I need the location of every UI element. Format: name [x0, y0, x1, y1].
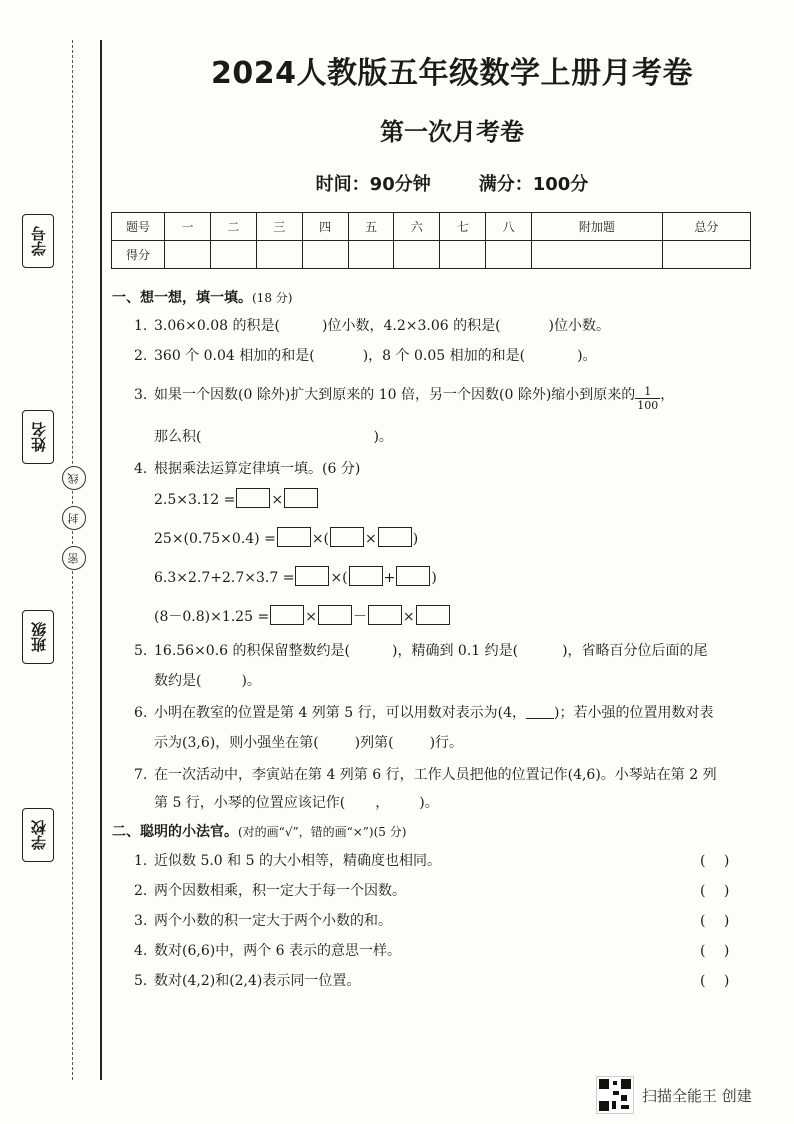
question-number: 2. [134, 883, 148, 899]
score-table-cell: 三 [256, 213, 302, 241]
section-2-title [112, 821, 406, 841]
expression-text: 25×(0.75×0.4) = [154, 531, 276, 547]
question-text: 在一次活动中，李寅站在第 4 列第 6 行，工作人员把他的位置记作(4,6)。小琴站在第 2 列 [154, 767, 717, 783]
question-text: 3.06×0.08 的积是( [154, 318, 280, 334]
section-1-points: (18 分) [252, 291, 293, 305]
question-text: )位小数，4.2×3.06 的积是( [322, 318, 501, 334]
watermark-text: 扫描全能王 创建 [642, 1086, 752, 1105]
fraction-denominator: 100 [637, 399, 659, 412]
expression-2: 25×(0.75×0.4) = ×( × ) [154, 527, 418, 547]
score-cell[interactable] [302, 241, 348, 269]
binding-line [100, 40, 102, 1080]
question-1-6-line2 [154, 732, 463, 752]
side-label-class: 班级 [22, 610, 54, 664]
score-cell[interactable] [532, 241, 663, 269]
side-label-student-id: 学号 [22, 214, 54, 268]
score-cell[interactable] [348, 241, 394, 269]
answer-box[interactable] [368, 605, 402, 625]
question-1-5 [134, 640, 708, 660]
question-number: 6. [134, 705, 148, 721]
question-number: 2. [134, 348, 148, 364]
judge-answer-paren[interactable]: ( ) [700, 853, 730, 869]
question-number: 3. [134, 913, 148, 929]
judge-answer-paren[interactable]: ( ) [700, 913, 730, 929]
section-1-heading: 一、想一想，填一填。 [112, 290, 252, 306]
score-table-score-row [112, 241, 751, 269]
answer-box[interactable] [349, 566, 383, 586]
question-text: 近似数 5.0 和 5 的大小相等，精确度也相同。 [154, 853, 441, 869]
score-table-cell: 总分 [662, 213, 750, 241]
question-number: 5. [134, 643, 148, 659]
question-text: )，精确到 0.1 约是( [392, 643, 519, 659]
expression-text: (8－0.8)×1.25 = [154, 609, 270, 625]
question-text: 示为(3,6)，则小强坐在第( [154, 735, 319, 751]
question-text: 第 5 行，小琴的位置应该记作( [154, 795, 346, 811]
question-1-5-line2 [154, 670, 261, 690]
question-text: )位小数。 [548, 318, 611, 334]
question-text: 根据乘法运算定律填一填。(6 分) [154, 461, 361, 477]
judge-item-1 [134, 850, 441, 870]
question-text: 小明在教室的位置是第 4 列第 5 行，可以用数对表示为(4， [154, 705, 526, 721]
answer-box[interactable] [236, 488, 270, 508]
question-1-7-line2 [154, 792, 439, 812]
judge-answer-paren[interactable]: ( ) [700, 973, 730, 989]
scanner-watermark [596, 1076, 752, 1114]
answer-box[interactable] [318, 605, 352, 625]
question-text: )；若小强的位置用数对表 [553, 705, 714, 721]
score-cell[interactable] [394, 241, 440, 269]
qr-code-icon [596, 1076, 634, 1114]
section-1-title [112, 287, 292, 307]
score-table-cell: 八 [486, 213, 532, 241]
expression-text: 6.3×2.7+2.7×3.7 = [154, 570, 295, 586]
question-text: )。 [419, 795, 439, 811]
answer-box[interactable] [378, 527, 412, 547]
answer-box[interactable] [277, 527, 311, 547]
score-table-cell: 一 [165, 213, 211, 241]
judge-item-2 [134, 880, 406, 900]
question-number: 5. [134, 973, 148, 989]
question-text: 数对(6,6)中，两个 6 表示的意思一样。 [154, 943, 401, 959]
answer-box[interactable] [270, 605, 304, 625]
question-1-3 [134, 384, 674, 412]
question-text: )。 [577, 348, 597, 364]
question-text: )，省略百分位后面的尾 [562, 643, 708, 659]
score-cell[interactable] [165, 241, 211, 269]
question-number: 4. [134, 943, 148, 959]
question-text: ， [660, 387, 675, 403]
score-table-cell: 五 [348, 213, 394, 241]
question-text: 两个小数的积一定大于两个小数的和。 [154, 913, 392, 929]
score-table-cell: 六 [394, 213, 440, 241]
expression-3: 6.3×2.7+2.7×3.7 = ×( + ) [154, 566, 437, 586]
judge-item-4 [134, 940, 401, 960]
answer-box[interactable] [295, 566, 329, 586]
question-text: )。 [373, 429, 393, 445]
expression-4: (8－0.8)×1.25 = × － × [154, 605, 451, 626]
score-cell[interactable] [662, 241, 750, 269]
question-text: 那么积( [154, 429, 202, 445]
question-text: )列第( [354, 735, 394, 751]
page-title: 2024人教版五年级数学上册月考卷 [211, 56, 693, 91]
section-2-heading: 二、聪明的小法官。 [112, 824, 238, 840]
question-number: 1. [134, 853, 148, 869]
score-cell[interactable] [486, 241, 532, 269]
fraction [635, 385, 660, 412]
question-1-2 [134, 345, 597, 365]
question-text: 如果一个因数(0 除外)扩大到原来的 10 倍，另一个因数(0 除外)缩小到原来的 [154, 387, 636, 403]
score-cell[interactable] [210, 241, 256, 269]
judge-item-3 [134, 910, 392, 930]
question-number: 1. [134, 318, 148, 334]
question-text: ， [375, 795, 390, 811]
score-table [111, 212, 751, 269]
fraction-numerator: 1 [635, 385, 660, 399]
answer-blank[interactable] [526, 704, 554, 719]
section-2-note: (对的画“√”，错的画“×”)(5 分) [238, 825, 407, 839]
question-text: 数约是( [154, 673, 202, 689]
score-table-cell: 附加题 [532, 213, 663, 241]
exam-time: 时间：90分钟 [315, 174, 431, 195]
question-1-1 [134, 315, 610, 335]
judge-answer-paren[interactable]: ( ) [700, 943, 730, 959]
question-text: )，8 个 0.05 相加的和是( [362, 348, 526, 364]
seal-mark-secret: 密 [62, 546, 86, 570]
answer-box[interactable] [284, 488, 318, 508]
question-text: 数对(4,2)和(2,4)表示同一位置。 [154, 973, 361, 989]
question-text: 两个因数相乘，积一定大于每一个因数。 [154, 883, 406, 899]
question-1-6 [134, 702, 713, 722]
score-table-row-label: 得分 [112, 241, 165, 269]
seal-mark-seal: 封 [62, 506, 86, 530]
question-number: 4. [134, 461, 148, 477]
score-table-cell: 四 [302, 213, 348, 241]
exam-full-score: 满分：100分 [478, 174, 589, 195]
question-text: 16.56×0.6 的积保留整数约是( [154, 643, 350, 659]
score-cell[interactable] [256, 241, 302, 269]
answer-box[interactable] [396, 566, 430, 586]
question-number: 3. [134, 387, 148, 403]
answer-box[interactable] [416, 605, 450, 625]
question-1-4 [134, 458, 360, 478]
answer-box[interactable] [330, 527, 364, 547]
question-text: )。 [241, 673, 261, 689]
score-table-cell: 七 [440, 213, 486, 241]
score-table-cell: 二 [210, 213, 256, 241]
question-number: 7. [134, 767, 148, 783]
question-1-7 [134, 764, 717, 784]
score-cell[interactable] [440, 241, 486, 269]
question-1-3-line2 [154, 426, 393, 446]
judge-answer-paren[interactable]: ( ) [700, 883, 730, 899]
expression-text: 2.5×3.12 = [154, 492, 236, 508]
question-text: 360 个 0.04 相加的和是( [154, 348, 315, 364]
score-table-header-row [112, 213, 751, 241]
question-text: )行。 [429, 735, 464, 751]
seal-mark-line: 线 [62, 466, 86, 490]
side-label-school: 学校 [22, 808, 54, 862]
expression-1: 2.5×3.12 = × [154, 488, 319, 508]
judge-item-5 [134, 970, 360, 990]
score-table-cell: 题号 [112, 213, 165, 241]
exam-info [110, 170, 794, 196]
page-subtitle: 第一次月考卷 [380, 118, 524, 146]
side-label-name: 姓名 [22, 410, 54, 464]
